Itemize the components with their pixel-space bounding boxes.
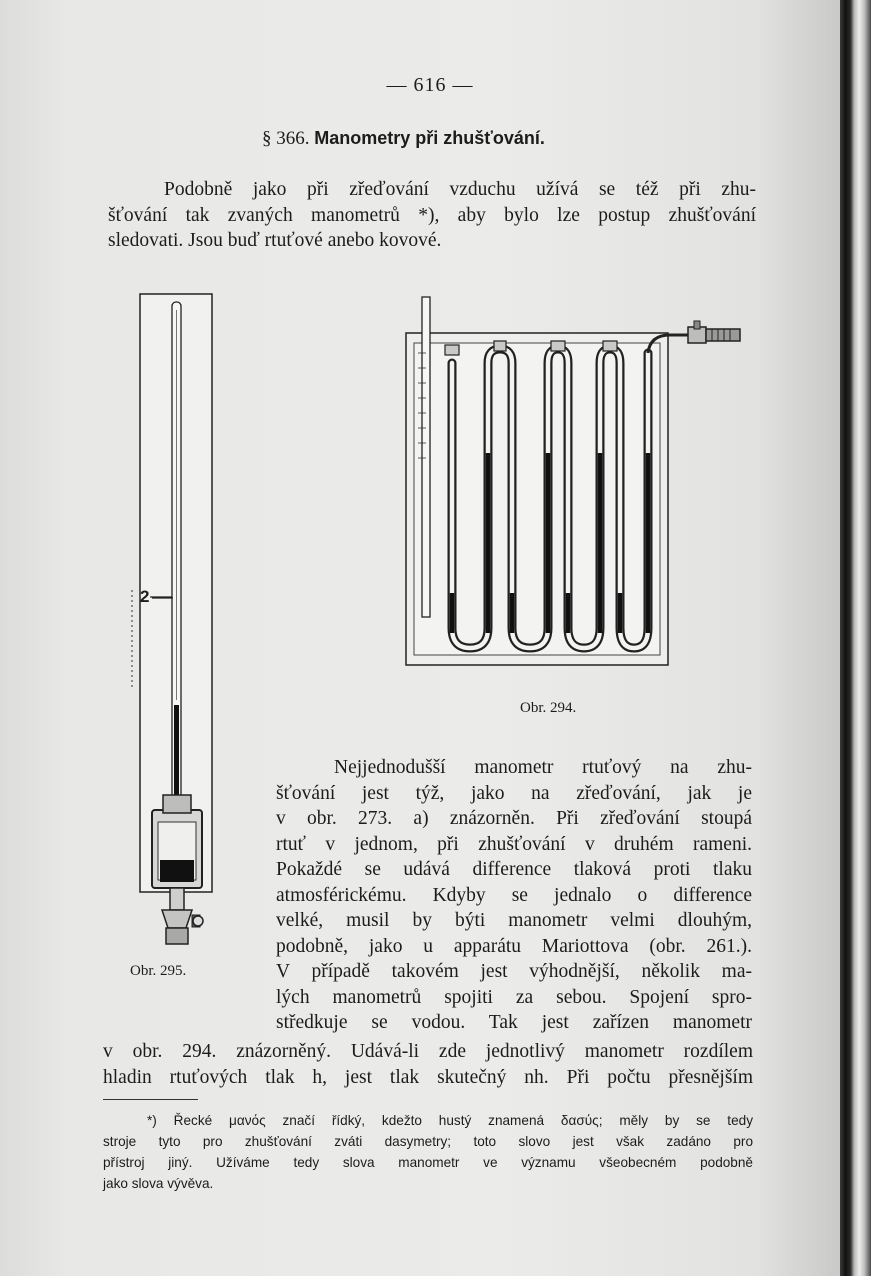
figure-295-caption: Obr. 295. <box>130 963 187 979</box>
footnote-divider <box>103 1099 198 1100</box>
footnote-line: stroje tyto pro zhušťování zváti dasymetry; toto slovo jest však zadáno pro <box>103 1134 753 1149</box>
body-paragraph <box>276 755 752 1036</box>
footnote-line: jako slova vývěva. <box>103 1176 214 1191</box>
intro-line: Podobně jako při zřeďování vzduchu užívá se též při zhu- <box>164 179 756 200</box>
section-number: § 366. <box>262 128 310 149</box>
body-line: lých manometrů spojiti za sebou. Spojení spro- <box>276 986 752 1008</box>
page-number: — 616 — <box>386 74 474 96</box>
body-line: Nejjednodušší manometr rtuťový na zhu- <box>334 757 752 778</box>
figure-295-label-leader <box>150 596 175 600</box>
page-binding-edge <box>840 0 871 1276</box>
footnote-line: přístroj jiný. Užíváme tedy slova manometr ve významu všeobecném podobně <box>103 1155 753 1170</box>
intro-line: sledovati. Jsou buď rtuťové anebo kovové. <box>108 230 442 251</box>
body-paragraph-continued <box>103 1039 753 1090</box>
footnote <box>103 1110 753 1194</box>
body-line: velké, musil by býti manometr velmi dlouhým, <box>276 910 752 931</box>
body-line: hladin rtuťových tlak h, jest tlak skutečný nh. Při počtu přesnějším <box>103 1066 753 1088</box>
body-line: atmosférickému. Kdyby se jednalo o difference <box>276 884 752 906</box>
section-title: Manometry při zhušťování. <box>314 128 545 148</box>
figure-295-label: 2 <box>140 587 150 606</box>
body-line: Pokaždé se udává difference tlaková proti tlaku <box>276 859 752 880</box>
body-line: V případě takovém jest výhodnější, několik ma- <box>276 961 752 982</box>
body-line: v obr. 294. znázorněný. Udává-li zde jednotlivý manometr rozdílem <box>103 1041 753 1062</box>
intro-line: šťování tak zvaných manometrů *), aby bylo lze postup zhušťování <box>108 204 756 226</box>
body-line: středkuje se vodou. Tak jest zařízen manometr <box>276 1012 752 1033</box>
figure-295-illustration <box>110 290 230 955</box>
body-line: podobně, jako u apparátu Mariottova (obr. 261.). <box>276 935 752 957</box>
body-line: v obr. 273. a) znázorněn. Při zřeďování stoupá <box>276 808 752 829</box>
footnote-line: *) Řecké μανός značí řídký, kdežto hustý znamená δασύς; měly by se tedy <box>147 1113 753 1128</box>
intro-paragraph <box>108 177 756 254</box>
figure-294-illustration <box>400 293 750 673</box>
body-line: rtuť v jednom, při zhušťování v druhém rameni. <box>276 833 752 855</box>
figure-294-caption: Obr. 294. <box>520 700 577 716</box>
body-line: šťování jest týž, jako na zřeďování, jak je <box>276 782 752 804</box>
section-heading <box>262 128 545 150</box>
